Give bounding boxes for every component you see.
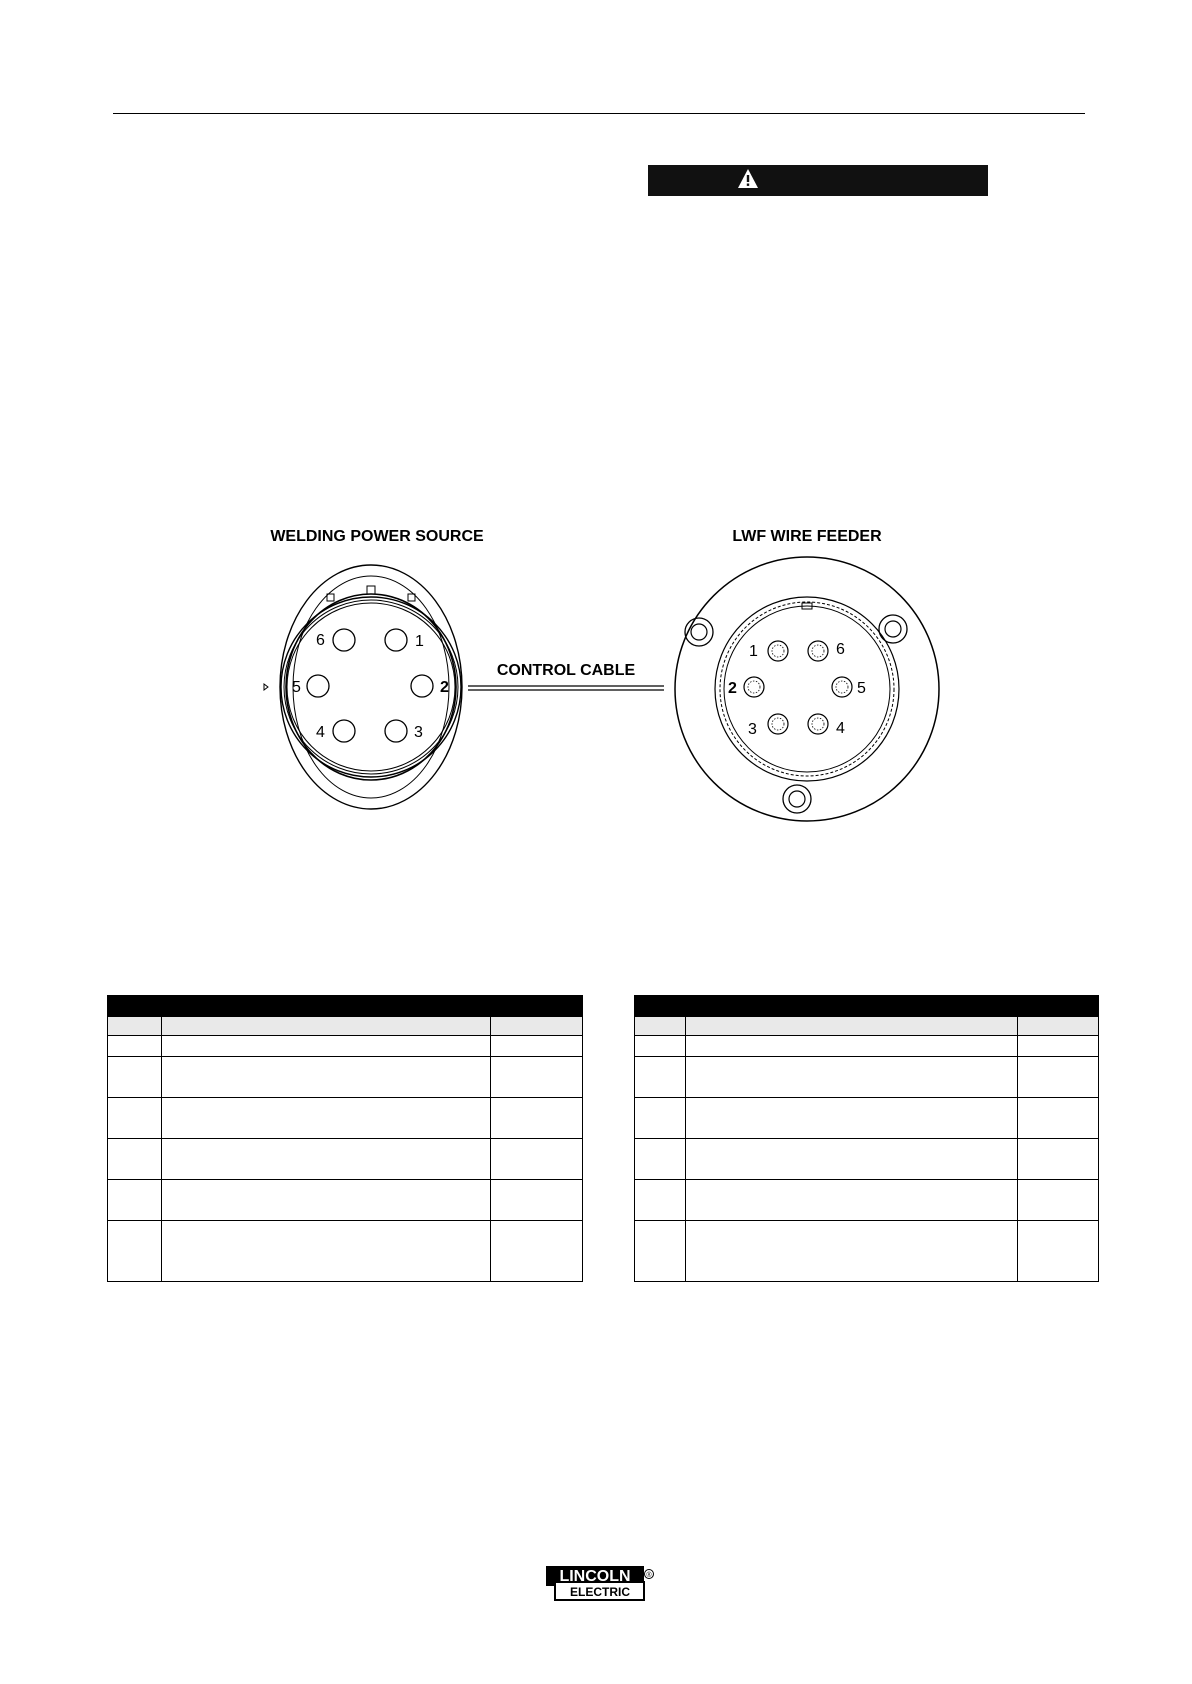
wire-feeder-connector	[675, 557, 939, 821]
table-cell	[162, 1057, 491, 1098]
table-title	[108, 996, 583, 1017]
power-pin-4-label: 4	[316, 724, 325, 741]
table-row	[635, 1180, 1099, 1221]
table-row	[108, 1221, 583, 1282]
column-header	[491, 1017, 583, 1036]
column-header	[1018, 1017, 1099, 1036]
power-pin-5-label: 5	[292, 679, 301, 696]
table-cell	[491, 1221, 583, 1282]
table-cell	[108, 1180, 162, 1221]
table-cell	[1018, 1098, 1099, 1139]
feeder-pin-6-label: 6	[836, 641, 845, 658]
table-cell	[686, 1057, 1018, 1098]
table-cell	[1018, 1139, 1099, 1180]
table-cell	[686, 1139, 1018, 1180]
table-row	[108, 1180, 583, 1221]
column-header	[108, 1017, 162, 1036]
table-cell	[491, 1139, 583, 1180]
table-cell	[162, 1180, 491, 1221]
table-cell	[635, 1036, 686, 1057]
power-pin-3-label: 3	[414, 724, 423, 741]
table-row	[108, 1057, 583, 1098]
control-cable-label: CONTROL CABLE	[496, 662, 636, 679]
table-cell	[108, 1221, 162, 1282]
header-rule	[113, 113, 1085, 114]
table-cell	[686, 1098, 1018, 1139]
table-cell	[162, 1221, 491, 1282]
power-pin-1-label: 1	[415, 633, 424, 650]
feeder-pin-5-label: 5	[857, 680, 866, 697]
power-pin-2-label: 2	[440, 679, 449, 696]
logo-line-2: ELECTRIC	[570, 1585, 630, 1599]
table-cell	[1018, 1057, 1099, 1098]
table-cell	[635, 1098, 686, 1139]
column-header	[686, 1017, 1018, 1036]
table-cell	[1018, 1221, 1099, 1282]
control-cable	[468, 686, 664, 690]
feeder-pin-2-label: 2	[728, 680, 737, 697]
power-source-pin-table	[107, 995, 583, 1282]
table-cell	[491, 1057, 583, 1098]
warning-icon	[737, 168, 759, 190]
table-row	[635, 1221, 1099, 1282]
table-row	[108, 1139, 583, 1180]
table-cell	[686, 1221, 1018, 1282]
table-cell	[686, 1180, 1018, 1221]
table-row	[635, 1036, 1099, 1057]
warning-banner	[648, 165, 988, 196]
lincoln-electric-logo	[545, 1565, 655, 1601]
table-cell	[162, 1098, 491, 1139]
registered-mark: ®	[646, 1572, 652, 1579]
table-row	[635, 1098, 1099, 1139]
feeder-pin-1-label: 1	[749, 643, 758, 660]
table-cell	[108, 1057, 162, 1098]
table-cell	[162, 1036, 491, 1057]
table-cell	[1018, 1036, 1099, 1057]
table-cell	[635, 1221, 686, 1282]
column-header	[162, 1017, 491, 1036]
wire-feeder-pin-table	[634, 995, 1099, 1282]
table-cell	[686, 1036, 1018, 1057]
power-source-label: WELDING POWER SOURCE	[270, 528, 484, 545]
table-cell	[635, 1057, 686, 1098]
table-row	[635, 1057, 1099, 1098]
table-cell	[491, 1036, 583, 1057]
wire-feeder-label: LWF WIRE FEEDER	[732, 528, 882, 545]
table-cell	[491, 1098, 583, 1139]
table-row	[635, 1139, 1099, 1180]
table-cell	[162, 1139, 491, 1180]
table-cell	[491, 1180, 583, 1221]
table-row	[108, 1036, 583, 1057]
column-header	[635, 1017, 686, 1036]
table-cell	[635, 1180, 686, 1221]
power-pin-6-label: 6	[316, 632, 325, 649]
table-cell	[635, 1139, 686, 1180]
logo-line-1: LINCOLN	[559, 1568, 631, 1585]
feeder-pin-3-label: 3	[748, 721, 757, 738]
feeder-pin-4-label: 4	[836, 720, 845, 737]
table-cell	[108, 1098, 162, 1139]
table-cell	[108, 1036, 162, 1057]
table-cell	[1018, 1180, 1099, 1221]
table-title	[635, 996, 1099, 1017]
power-source-connector	[264, 565, 462, 809]
table-cell	[108, 1139, 162, 1180]
table-row	[108, 1098, 583, 1139]
